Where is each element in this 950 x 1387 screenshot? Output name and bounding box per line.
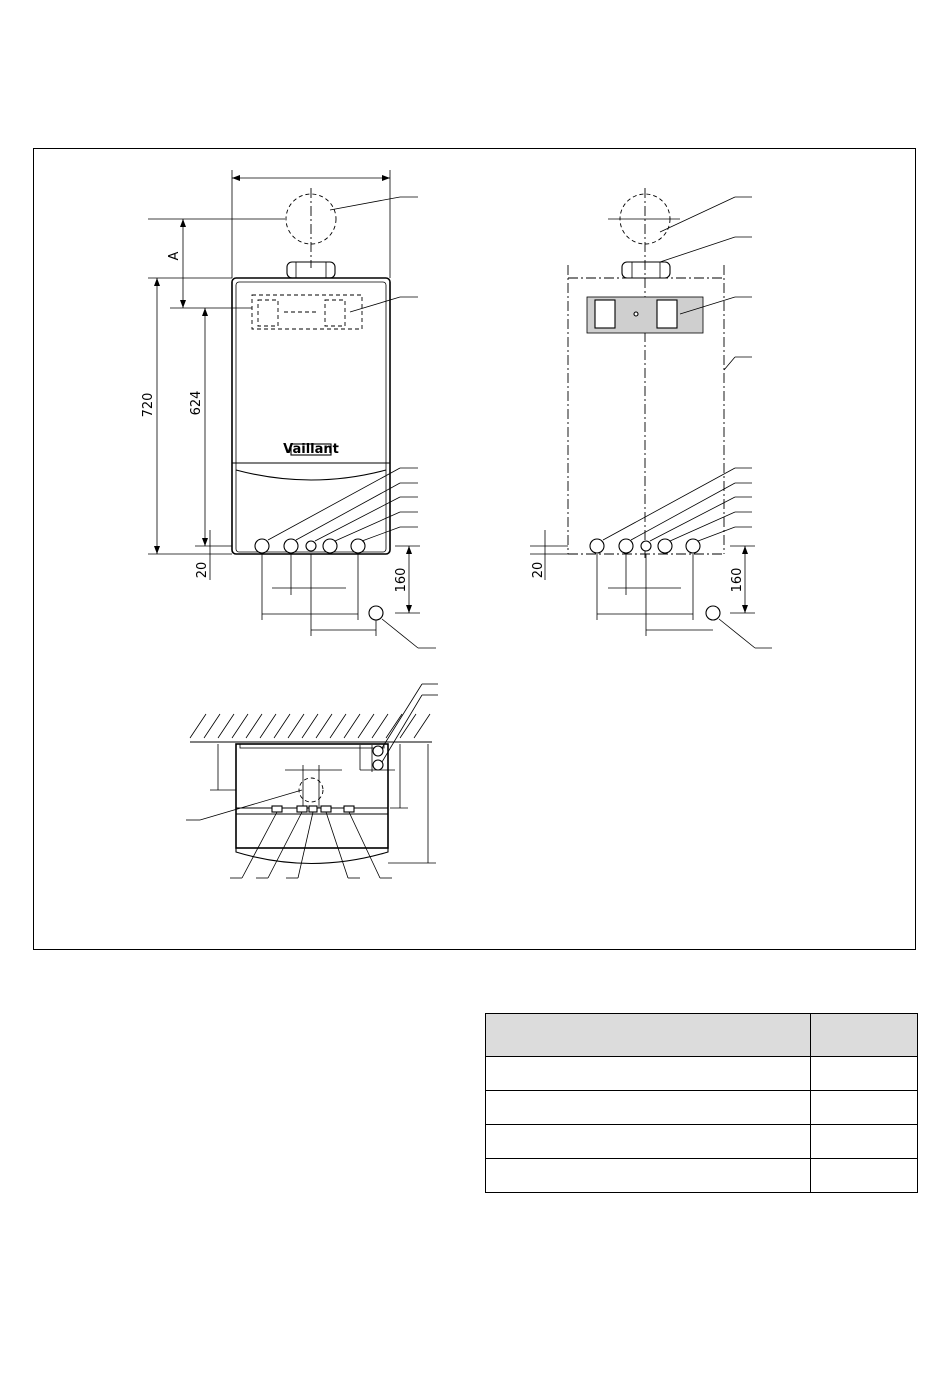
table-cell — [486, 1125, 811, 1159]
table-header-row — [486, 1014, 918, 1057]
table-cell — [811, 1125, 918, 1159]
boiler-casing — [232, 278, 390, 554]
table-cell — [486, 1057, 811, 1091]
plan-view — [186, 684, 438, 878]
front-view — [141, 170, 436, 648]
pipe-connection — [255, 539, 269, 553]
table-cell — [486, 1159, 811, 1193]
rear-view — [530, 188, 772, 648]
pipe-connection — [590, 539, 604, 553]
dim-pipe-depth: 160 — [730, 567, 745, 593]
table-cell — [811, 1091, 918, 1125]
table-cell — [811, 1057, 918, 1091]
dim-flue-height: 624 — [189, 390, 204, 416]
pipe-connection — [619, 539, 633, 553]
table-cell — [486, 1091, 811, 1125]
dim-total-height: 720 — [141, 392, 156, 418]
pipe-connection — [351, 539, 365, 553]
pipe-connection — [658, 539, 672, 553]
table-row — [486, 1091, 918, 1125]
dim-bottom-offset: 20 — [195, 561, 210, 579]
brand-label: Vaillant — [283, 442, 339, 457]
table-row — [486, 1057, 918, 1091]
pipe-connection — [369, 606, 383, 620]
pipe-connection — [706, 606, 720, 620]
dim-pipe-depth: 160 — [394, 567, 409, 593]
table-cell — [811, 1159, 918, 1193]
legend-table — [485, 1013, 918, 1193]
pipe-connection — [686, 539, 700, 553]
table-row — [486, 1125, 918, 1159]
pipe-connection — [323, 539, 337, 553]
pipe-connection — [306, 541, 316, 551]
table-header-cell — [486, 1014, 811, 1057]
table-header-cell — [811, 1014, 918, 1057]
dim-a: A — [167, 251, 182, 261]
pipe-connection — [284, 539, 298, 553]
dim-bottom-offset: 20 — [531, 561, 546, 579]
table-row — [486, 1159, 918, 1193]
pipe-connection — [641, 541, 651, 551]
boiler-plan-outline — [236, 744, 388, 848]
